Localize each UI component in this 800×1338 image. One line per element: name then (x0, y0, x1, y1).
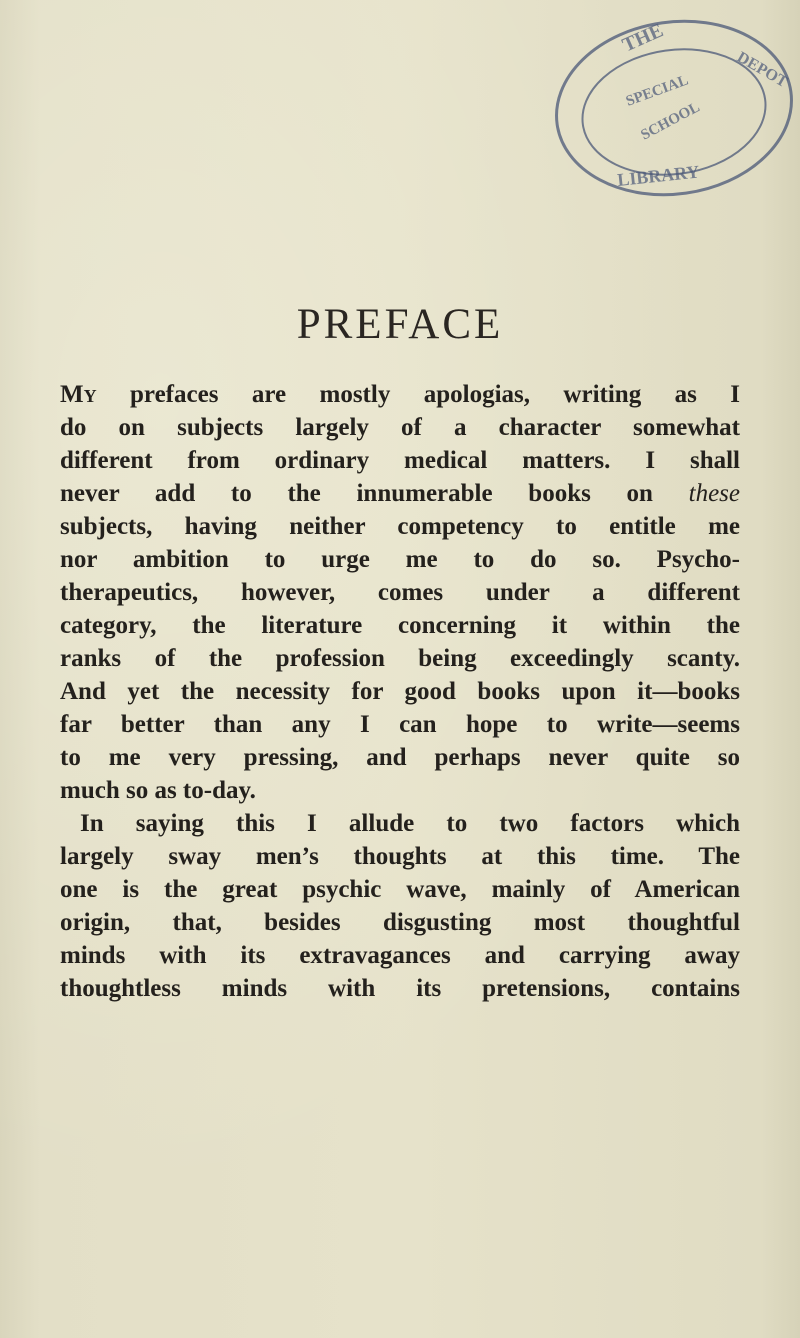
stamp-center-text-b: SCHOOL (638, 99, 703, 144)
text-line (60, 477, 740, 510)
text-line: And yet the necessity for good books upon it—books (60, 678, 740, 705)
text-line: ranks of the profession being exceedingly scanty. (60, 645, 740, 672)
text-line: much so as to-day. (60, 777, 256, 804)
first-word: My (60, 381, 97, 408)
stamp-ring-text-top: THE (619, 19, 667, 57)
text-line: origin, that, besides disgusting most thoughtful (60, 909, 740, 936)
text-line: far better than any I can hope to write—seems (60, 711, 740, 738)
text-line: to me very pressing, and perhaps never quite so (60, 744, 740, 771)
text-line: thoughtless minds with its pretensions, contains (60, 975, 740, 1002)
body-text (60, 378, 740, 1005)
line-text: prefaces are mostly apologias, writing as I (96, 381, 740, 408)
text-line: nor ambition to urge me to do so. Psycho- (60, 546, 740, 573)
text-line: subjects, having neither competency to entitle me (60, 513, 740, 540)
text-line: minds with its extravagances and carrying away (60, 942, 740, 969)
line-text: never add to the innumerable books on (60, 480, 689, 507)
text-line: one is the great psychic wave, mainly of American (60, 876, 740, 903)
text-line: largely sway men’s thoughts at this time. The (60, 843, 740, 870)
stamp-center-text-a: SPECIAL (623, 72, 691, 110)
text-line (60, 378, 740, 411)
text-line: therapeutics, however, comes under a different (60, 579, 740, 606)
library-stamp (548, 0, 800, 220)
text-line: different from ordinary medical matters. I shall (60, 447, 740, 474)
page-title: PREFACE (296, 301, 504, 348)
text-line: category, the literature concerning it within the (60, 612, 740, 639)
stamp-bottom-text: LIBRARY (616, 161, 701, 190)
stamp-ring-text-right: DEPOT (734, 48, 791, 92)
text-line: do on subjects largely of a character somewhat (60, 414, 740, 441)
text-line: In saying this I allude to two factors which (80, 810, 740, 837)
emphasis-text: these (688, 480, 740, 507)
